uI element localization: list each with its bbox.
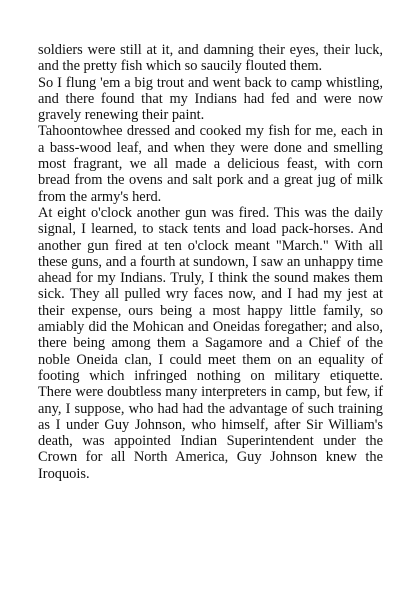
paragraph-1: soldiers were still at it, and damning their eyes, their luck, and the pretty fish which so saucily flouted them. (38, 42, 383, 75)
paragraph-2: So I flung 'em a big trout and went back to camp whistling, and there found that my Indians had fed and were now gravely renewing their paint. (38, 74, 383, 124)
paragraph-3: Tahoontowhee dressed and cooked my fish for me, each in a bass-wood leaf, and when they were done and smelling most fragrant, we all made a delicious feast, with corn bread from the ovens and salt pork and a great jug of milk from the army's herd. (38, 123, 383, 205)
document-page (38, 42, 383, 482)
paragraph-4: At eight o'clock another gun was fired. This was the daily signal, I learned, to stack tents and load pack-horses. And another gun fired at ten o'clock meant "March." With all these guns, and a fourth at sundown, I saw an unhappy time ahead for my Indians. Truly, I think the sound makes them sick. They all pulled wry faces now, and I had my jest at their expense, ours being a most happy little family, so amiably did the Mohican and Oneidas foregather; and also, there being among them a Sagamore and a Chief of the noble Oneida clan, I could meet them on an equality of footing which infringed nothing on military etiquette. There were doubtless many interpreters in camp, but few, if any, I suppose, who had had the advantage of such training as I under Guy Johnson, who himself, after Sir William's death, was appointed Indian Superintendent under the Crown for all North America, Guy Johnson knew the Iroquois. (38, 204, 383, 482)
